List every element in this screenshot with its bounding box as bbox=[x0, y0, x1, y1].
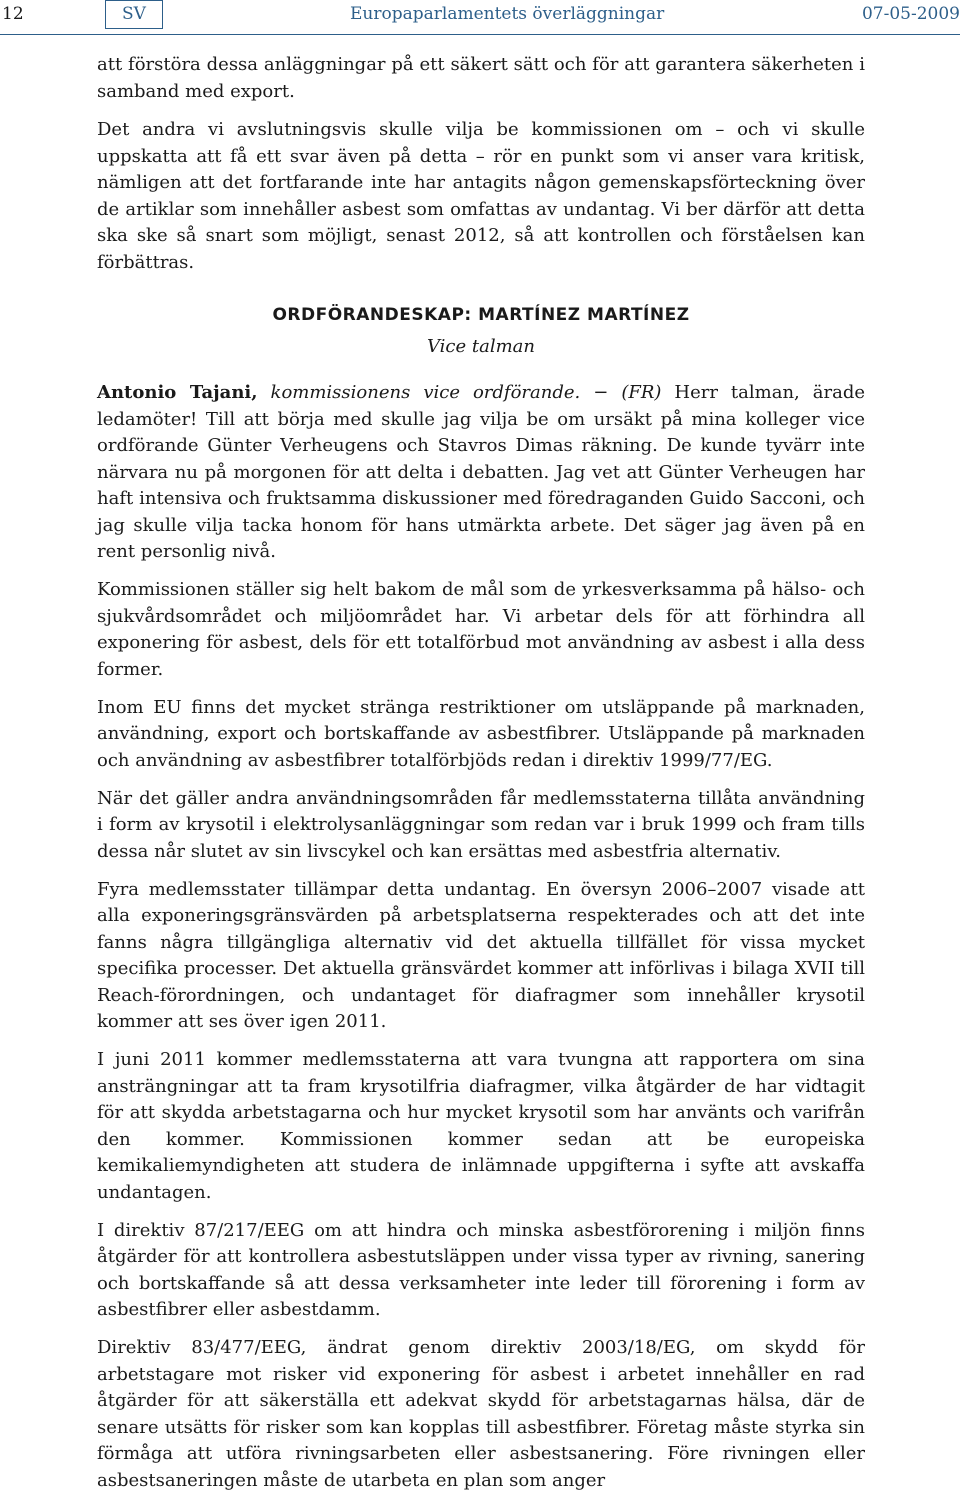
header-divider bbox=[0, 34, 960, 35]
page-number: 12 bbox=[2, 4, 24, 24]
publication-date: 07-05-2009 bbox=[861, 4, 960, 24]
paragraph: Inom EU finns det mycket stränga restriktioner om utsläppande på marknaden, användning, export och bortskaffande av asbestfibrer. Utsläppande på marknaden och användning av asbestfibrer totalförbjöds redan i direktiv 1999/77/EG. bbox=[97, 696, 865, 771]
paragraph: Kommissionen ställer sig helt bakom de mål som de yrkesverksamma på hälso- och sjukvårdsområdet och miljöområdet har. Vi arbetar dels för att förhindra all exponering för asbest, dels för ett totalförbud mot användning av asbest i alla dess former. bbox=[97, 579, 865, 680]
paragraph: Fyra medlemsstater tillämpar detta undantag. En översyn 2006–2007 visade att alla exponeringsgränsvärden på arbetsplatserna respekterades och att det inte fanns några tillgängliga alternativ vid det aktuella tillfället för vissa mycket specifika processer. Det aktuella gränsvärdet kommer att införlivas i bilaga XVII till Reach-förordningen, och undantaget för diafragmer som innehåller krysotil kommer att ses över igen 2011. bbox=[97, 878, 865, 1032]
paragraph: Det andra vi avslutningsvis skulle vilja be kommissionen om – och vi skulle uppskatta att få ett svar även på detta – rör en punkt som vi anser vara kritisk, nämligen att det fortfarande inte har antagits någon gemenskapsförteckning över de artiklar som innehåller asbest som omfattas av undantag. Vi ber därför att detta ska ske så snart som möjligt, senast 2012, så att kontrollen och förståelsen kan förbättras. bbox=[97, 119, 865, 273]
paragraph: När det gäller andra användningsområden får medlemsstaterna tillåta användning i form av krysotil i elektrolysanläggningar som redan var i bruk 1999 och fram tills dessa når slutet av sin livscykel och kan ersättas med asbestfria alternativ. bbox=[97, 787, 865, 862]
chair-heading: ORDFÖRANDESKAP: MARTÍNEZ MARTÍNEZ bbox=[272, 305, 690, 325]
publication-title: Europaparlamentets överläggningar bbox=[350, 4, 665, 24]
speaker-role: kommissionens vice ordförande. bbox=[270, 382, 581, 403]
paragraph: I juni 2011 kommer medlemsstaterna att vara tvungna att rapportera om sina ansträngningar att ta fram krysotilfria diafragmer, vilka åtgärder de har vidtagit för att skydda arbetstagarna och hur mycket krysotil som har använts och varifrån den kommer. Kommissionen kommer sedan att be europeiska kemikaliemyndigheten att studera de inlämnade uppgifterna i syfte att avskaffa undantagen. bbox=[97, 1049, 865, 1203]
paragraph: att förstöra dessa anläggningar på ett säkert sätt och för att garantera säkerheten i samband med export. bbox=[97, 54, 865, 102]
chair-subheading: Vice talman bbox=[426, 336, 535, 357]
speaker-dash: − bbox=[580, 382, 622, 403]
document-body bbox=[97, 52, 865, 1506]
speaker-language: (FR) bbox=[621, 382, 662, 403]
speaker-name: Antonio Tajani, bbox=[97, 382, 258, 403]
language-badge: SV bbox=[105, 0, 163, 29]
speaker-text: Herr talman, ärade ledamöter! Till att börja med skulle jag vilja be om ursäkt på mina kolleger vice ordförande Günter Verheugens och Stavros Dimas räkning. De kunde tyvärr inte närvara nu på morgonen för att delta i debatten. Jag vet att Günter Verheugen har haft intensiva och fruktsamma diskussioner med föredraganden Guido Sacconi, och jag skulle vilja tacka honom för hans utmärkta arbete. Det säger jag även på en rent personlig nivå. bbox=[97, 382, 865, 562]
paragraph: I direktiv 87/217/EEG om att hindra och minska asbestförorening i miljön finns åtgärder för att kontrollera asbestutsläppen under vissa typer av rivning, sanering och bortskaffande så att dessa verksamheter inte leder till förorening i form av asbestfibrer eller asbestdamm. bbox=[97, 1219, 865, 1320]
speaker-paragraph bbox=[97, 380, 865, 566]
paragraph: Direktiv 83/477/EEG, ändrat genom direktiv 2003/18/EG, om skydd för arbetstagare mot risker vid exponering för asbest i arbetet innehåller en rad åtgärder för att säkerställa ett adekvat skydd för arbetstagarnas hälsa, där de senare utsätts för risker som kan kopplas till asbestfibrer. Företag måste styrka sin förmåga att utföra rivningsarbeten eller asbestsanering. Före rivningen eller asbestsaneringen måste de utarbeta en plan som anger bbox=[97, 1337, 865, 1491]
page-header bbox=[0, 0, 960, 38]
